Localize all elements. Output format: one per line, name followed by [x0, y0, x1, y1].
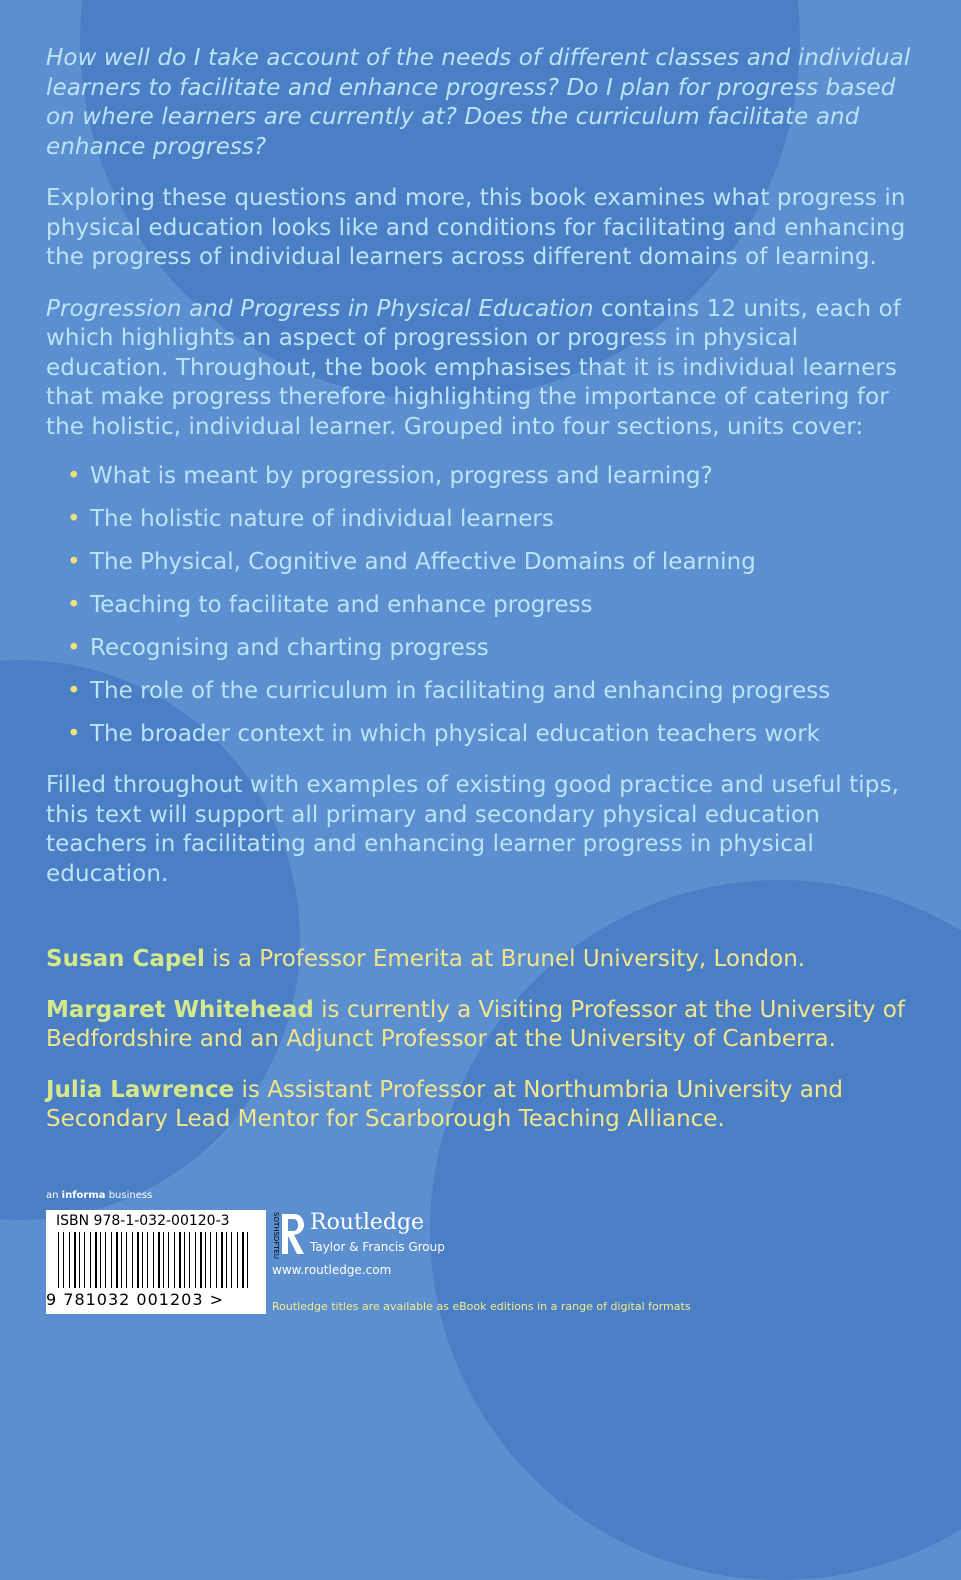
side-code: SOTHSDFTEU [272, 1212, 280, 1260]
barcode-bar [189, 1232, 190, 1288]
barcode-bar [63, 1232, 64, 1288]
barcode-bar [121, 1232, 122, 1288]
bullet-icon: • [67, 635, 81, 661]
barcode-bar [79, 1232, 80, 1288]
barcode-bar [247, 1232, 248, 1288]
barcode-bar [231, 1232, 232, 1288]
book-title: Progression and Progress in Physical Education [46, 295, 594, 322]
ebook-note: Routledge titles are available as eBook editions in a range of digital formats [272, 1300, 691, 1313]
barcode-bar [200, 1232, 202, 1288]
barcode-bar [74, 1232, 76, 1288]
units-list [46, 462, 926, 749]
barcode-bar [237, 1232, 238, 1288]
routledge-logo-icon [278, 1210, 306, 1258]
barcode-bar [216, 1232, 217, 1288]
barcode [46, 1210, 266, 1314]
list-item: • The role of the curriculum in facilitating and enhancing progress [67, 678, 831, 704]
barcode-bar [179, 1232, 181, 1288]
barcode-bar [100, 1232, 101, 1288]
barcode-bar [242, 1232, 244, 1288]
bullet-icon: • [67, 463, 81, 489]
barcode-bar [90, 1232, 91, 1288]
bullet-icon: • [67, 721, 81, 747]
barcode-bar [147, 1232, 148, 1288]
barcode-bar [184, 1232, 185, 1288]
author-name: Julia Lawrence [46, 1077, 235, 1103]
bullet-icon: • [67, 549, 81, 575]
author-bio: Julia Lawrence is Assistant Professor at Northumbria University and Secondary Lead Mentor for Scarborough Teaching Alliance. [46, 1077, 844, 1132]
barcode-bar [153, 1232, 154, 1288]
barcode-bar [210, 1232, 211, 1288]
list-item: • Recognising and charting progress [67, 635, 489, 661]
list-item: • The holistic nature of individual learners [67, 506, 554, 532]
list-item: • The Physical, Cognitive and Affective Domains of learning [67, 549, 756, 575]
barcode-bar [69, 1232, 70, 1288]
barcode-bar [126, 1232, 127, 1288]
barcode-bar [163, 1232, 164, 1288]
isbn-label: ISBN 978-1-032-00120-3 [56, 1213, 230, 1229]
informa-business-label: an informa business [46, 1190, 153, 1201]
barcode-bar [105, 1232, 106, 1288]
barcode-bar [116, 1232, 118, 1288]
publisher-group: Taylor & Francis Group [310, 1240, 445, 1254]
list-item: • Teaching to facilitate and enhance progress [67, 592, 593, 618]
bullet-icon: • [67, 506, 81, 532]
description-paragraph: Exploring these questions and more, this book examines what progress in physical education looks like and conditions for facilitating and enhancing the progress of individual learners across different domains of learning. [46, 185, 906, 270]
intro-questions: How well do I take account of the needs of different classes and individual learners to facilitate and enhance progress? Do I plan for progress based on where learners are currently at? Does the curriculum facilitate and enhance progress? [46, 45, 911, 160]
author-name: Susan Capel [46, 946, 205, 972]
barcode-bar [95, 1232, 97, 1288]
bullet-icon: • [67, 678, 81, 704]
barcode-bar [168, 1232, 169, 1288]
barcode-bar [205, 1232, 206, 1288]
barcode-bar [195, 1232, 196, 1288]
barcode-number: 9 781032 001203 > [46, 1290, 224, 1309]
barcode-bar [132, 1232, 133, 1288]
barcode-bar [84, 1232, 85, 1288]
units-paragraph [46, 295, 926, 443]
author-name: Margaret Whitehead [46, 997, 314, 1023]
barcode-bar [174, 1232, 175, 1288]
summary-paragraph: Filled throughout with examples of existing good practice and useful tips, this text will support all primary and secondary physical education teachers in facilitating and enhancing learner progress in physical education. [46, 772, 899, 887]
barcode-bars [58, 1232, 254, 1288]
author-bio: Margaret Whitehead is currently a Visiting Professor at the University of Bedfordshire and an Adjunct Professor at the University of Canberra. [46, 997, 905, 1052]
back-cover-text [46, 44, 926, 1156]
barcode-bar [137, 1232, 139, 1288]
author-bio: Susan Capel is a Professor Emerita at Brunel University, London. [46, 946, 806, 972]
bullet-icon: • [67, 592, 81, 618]
barcode-bar [142, 1232, 143, 1288]
barcode-bar [158, 1232, 160, 1288]
publisher-website[interactable]: www.routledge.com [272, 1263, 392, 1277]
author-bios [46, 945, 926, 1134]
barcode-bar [58, 1232, 59, 1288]
units-paragraph-text: contains 12 units, each of which highlights an aspect of progression or progress in physical education. Throughout, the book emphasises that it is individual learners that make progress therefore highlighting the importance of catering for the holistic, individual learner. Grouped into four sections, units cover: [46, 295, 902, 440]
barcode-bar [221, 1232, 223, 1288]
list-item: • The broader context in which physical education teachers work [67, 721, 820, 747]
publisher-name: Routledge [310, 1210, 425, 1235]
list-item: • What is meant by progression, progress and learning? [67, 463, 713, 489]
barcode-bar [111, 1232, 112, 1288]
barcode-bar [226, 1232, 227, 1288]
